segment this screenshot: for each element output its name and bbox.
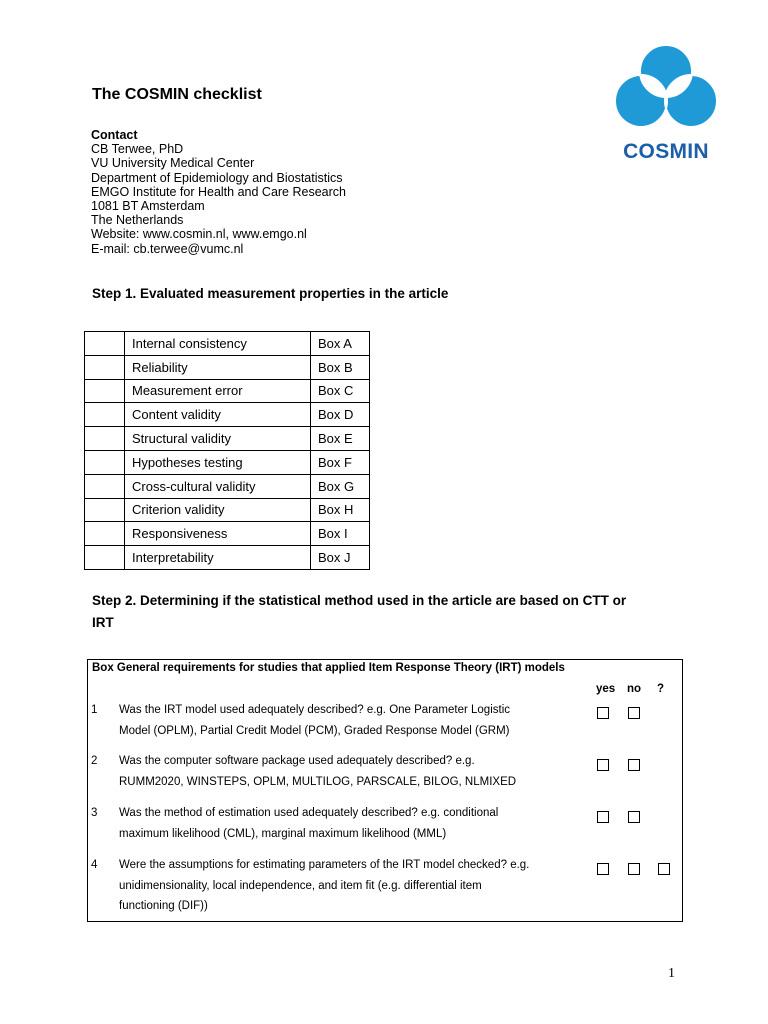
column-header-no: no xyxy=(627,683,642,695)
question-line: maximum likelihood (CML), marginal maximum likelihood (MML) xyxy=(119,827,447,840)
irt-requirements-box xyxy=(87,659,683,922)
contact-line: CB Terwee, PhD xyxy=(91,142,184,157)
table-row xyxy=(85,546,370,570)
box-cell: Box I xyxy=(311,522,370,546)
box-cell: Box E xyxy=(311,427,370,451)
question-line: functioning (DIF)) xyxy=(119,900,208,912)
property-cell: Responsiveness xyxy=(125,522,311,546)
property-cell: Criterion validity xyxy=(125,498,311,522)
question-line: Was the computer software package used adequately described? e.g. xyxy=(119,755,475,767)
selection-cell[interactable] xyxy=(85,546,125,570)
checkbox-yes[interactable] xyxy=(597,863,609,875)
question-number: 2 xyxy=(91,755,98,767)
page-number: 1 xyxy=(668,966,675,981)
box-cell: Box B xyxy=(311,355,370,379)
table-row xyxy=(85,379,370,403)
question-text xyxy=(119,700,589,741)
contact-line: EMGO Institute for Health and Care Research xyxy=(91,184,346,199)
cosmin-logo-icon xyxy=(614,44,718,140)
property-cell: Reliability xyxy=(125,355,311,379)
selection-cell[interactable] xyxy=(85,403,125,427)
question-line: unidimensionality, local independence, and item fit (e.g. differential item xyxy=(119,879,482,892)
box-cell: Box A xyxy=(311,332,370,356)
column-header-unknown: ? xyxy=(657,683,665,695)
step2-heading-line: IRT xyxy=(92,615,114,630)
question-line: Were the assumptions for estimating parameters of the IRT model checked? e.g. xyxy=(119,859,530,871)
box-cell: Box F xyxy=(311,450,370,474)
property-cell: Structural validity xyxy=(125,427,311,451)
question-line: Was the method of estimation used adequately described? e.g. conditional xyxy=(119,807,499,819)
page-title: The COSMIN checklist xyxy=(92,86,262,103)
table-row xyxy=(85,332,370,356)
contact-line: VU University Medical Center xyxy=(91,156,255,171)
contact-line: 1081 BT Amsterdam xyxy=(91,199,205,214)
selection-cell[interactable] xyxy=(85,474,125,498)
checkbox-yes[interactable] xyxy=(597,759,609,771)
box-cell: Box C xyxy=(311,379,370,403)
box-cell: Box J xyxy=(311,546,370,570)
contact-line: The Netherlands xyxy=(91,213,184,228)
checkbox-yes[interactable] xyxy=(597,811,609,823)
cosmin-logo xyxy=(614,44,718,162)
table-row xyxy=(85,355,370,379)
table-row xyxy=(85,403,370,427)
checkbox-no[interactable] xyxy=(628,707,640,719)
property-cell: Hypotheses testing xyxy=(125,450,311,474)
selection-cell[interactable] xyxy=(85,355,125,379)
table-row xyxy=(85,474,370,498)
property-cell: Interpretability xyxy=(125,546,311,570)
box-cell: Box H xyxy=(311,498,370,522)
property-cell: Cross-cultural validity xyxy=(125,474,311,498)
property-cell: Internal consistency xyxy=(125,332,311,356)
contact-block xyxy=(91,128,346,256)
table-row xyxy=(85,427,370,451)
question-text xyxy=(119,855,589,917)
table-row xyxy=(85,498,370,522)
logo-wordmark: COSMIN xyxy=(623,140,709,163)
question-text xyxy=(119,803,589,844)
contact-website: Website: www.cosmin.nl, www.emgo.nl xyxy=(91,227,307,242)
question-line: Was the IRT model used adequately described? e.g. One Parameter Logistic xyxy=(119,704,511,716)
question-text xyxy=(119,751,589,792)
question-number: 4 xyxy=(91,859,98,871)
question-number: 3 xyxy=(91,807,98,819)
property-cell: Measurement error xyxy=(125,379,311,403)
checkbox-unknown[interactable] xyxy=(658,863,670,875)
step2-heading xyxy=(92,590,672,634)
step1-heading: Step 1. Evaluated measurement properties in the article xyxy=(92,286,449,301)
box-cell: Box G xyxy=(311,474,370,498)
selection-cell[interactable] xyxy=(85,427,125,451)
column-header-yes: yes xyxy=(596,683,616,695)
selection-cell[interactable] xyxy=(85,498,125,522)
selection-cell[interactable] xyxy=(85,450,125,474)
checkbox-no[interactable] xyxy=(628,759,640,771)
measurement-properties-table xyxy=(84,331,370,570)
checkbox-yes[interactable] xyxy=(597,707,609,719)
contact-line: Department of Epidemiology and Biostatistics xyxy=(91,170,343,185)
checkbox-no[interactable] xyxy=(628,863,640,875)
table-row xyxy=(85,522,370,546)
property-cell: Content validity xyxy=(125,403,311,427)
table-row xyxy=(85,450,370,474)
checkbox-no[interactable] xyxy=(628,811,640,823)
question-line: Model (OPLM), Partial Credit Model (PCM), Graded Response Model (GRM) xyxy=(119,724,510,737)
step2-heading-line: Step 2. Determining if the statistical method used in the article are based on CTT or xyxy=(92,593,627,608)
selection-cell[interactable] xyxy=(85,379,125,403)
question-line: RUMM2020, WINSTEPS, OPLM, MULTILOG, PARSCALE, BILOG, NLMIXED xyxy=(119,775,517,788)
irt-box-title: Box General requirements for studies that applied Item Response Theory (IRT) models xyxy=(92,662,565,674)
contact-heading: Contact xyxy=(91,128,138,142)
question-number: 1 xyxy=(91,704,98,716)
box-cell: Box D xyxy=(311,403,370,427)
contact-email: E-mail: cb.terwee@vumc.nl xyxy=(91,241,244,256)
selection-cell[interactable] xyxy=(85,332,125,356)
selection-cell[interactable] xyxy=(85,522,125,546)
